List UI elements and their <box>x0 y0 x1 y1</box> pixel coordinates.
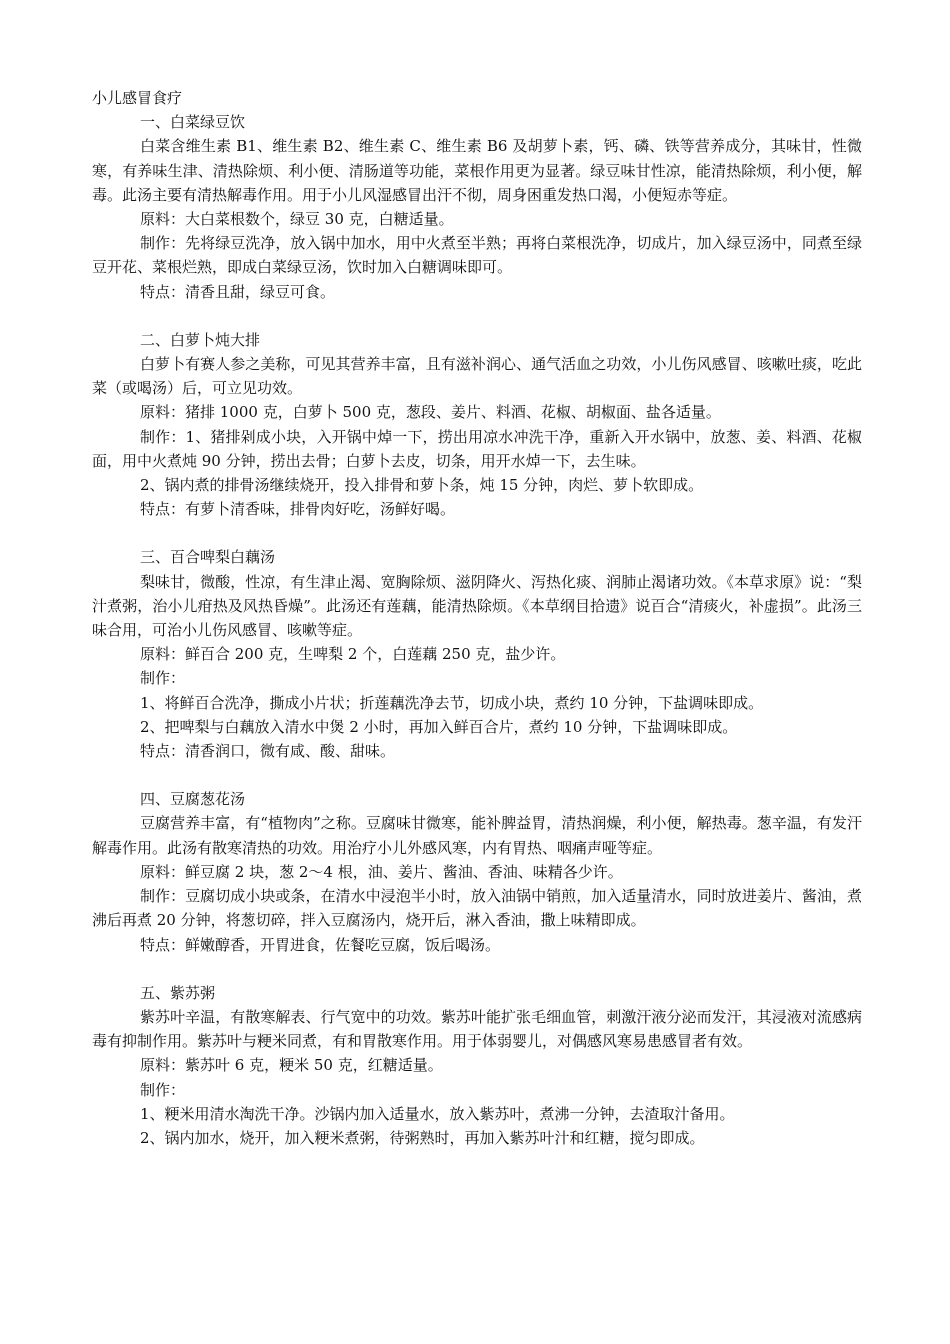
section-heading: 五、紫苏粥 <box>140 983 216 1002</box>
method-step-1: 1、粳米用清水淘洗干净。沙锅内加入适量水，放入紫苏叶，煮沸一分钟，去渣取汁备用。 <box>140 1104 735 1123</box>
feature-line: 特点：清香且甜，绿豆可食。 <box>140 282 336 301</box>
ingredients-line: 原料：鲜豆腐 2 块，葱 2～4 根，油、姜片、酱油、香油、味精各少许。 <box>140 862 623 881</box>
method-step-1: 1、将鲜百合洗净，撕成小片状；折莲藕洗净去节，切成小块，煮约 10 分钟，下盐调味即成。 <box>140 693 764 712</box>
section-gap <box>92 304 862 328</box>
method-paragraph: 制作：先将绿豆洗净，放入锅中加水，用中火煮至半熟；再将白菜根洗净，切成片，加入绿豆汤中，同煮至绿豆开花、菜根烂熟，即成白菜绿豆汤，饮时加入白糖调味即可。 <box>92 234 862 277</box>
ingredients-line: 原料：紫苏叶 6 克，粳米 50 克，红糖适量。 <box>140 1056 443 1075</box>
section-2 <box>92 328 862 522</box>
section-3 <box>92 545 862 763</box>
feature-line: 特点：鲜嫩醇香，开胃进食，佐餐吃豆腐，饭后喝汤。 <box>140 935 501 954</box>
section-heading: 四、豆腐葱花汤 <box>140 790 246 809</box>
feature-line: 特点：清香润口，微有咸、酸、甜味。 <box>140 742 396 761</box>
method-step-2: 2、把啤梨与白藕放入清水中煲 2 小时，再加入鲜百合片，煮约 10 分钟，下盐调味即成。 <box>140 717 738 736</box>
feature-line: 特点：有萝卜清香味，排骨肉好吃，汤鲜好喝。 <box>140 500 456 519</box>
section-intro: 豆腐营养丰富，有“植物肉”之称。豆腐味甘微寒，能补脾益胃，清热润燥，利小便，解热毒。葱辛温，有发汗解毒作用。此汤有散寒清热的功效。用治疗小儿外感风寒，内有胃热、咽痛声哑等症。 <box>92 814 862 857</box>
section-intro: 白菜含维生素 B1、维生素 B2、维生素 C、维生素 B6 及胡萝卜素，钙、磷、铁等营养成分，其味甘，性微寒，有养味生津、清热除烦、利小便、清肠道等功能，菜根作用更为显著。绿豆味甘性凉，能清热除烦，利小便，解毒。此汤主要有清热解毒作用。用于小儿风湿感冒出汗不彻，周身困重发热口渴，小便短赤等症。 <box>92 137 862 204</box>
method-paragraph: 制作：豆腐切成小块或条，在清水中浸泡半小时，放入油锅中销煎，加入适量清水，同时放进姜片、酱油，煮沸后再煮 20 分钟，将葱切碎，拌入豆腐汤内，烧开后，淋入香油，撒上味精即成。 <box>92 887 862 930</box>
section-intro: 紫苏叶辛温，有散寒解表、行气宽中的功效。紫苏叶能扩张毛细血管，刺激汗液分泌而发汗，其浸液对流感病毒有抑制作用。紫苏叶与粳米同煮，有和胃散寒作用。用于体弱婴儿，对偶感风寒易患感冒者有效。 <box>92 1007 862 1051</box>
section-heading: 一、白菜绿豆饮 <box>140 113 246 132</box>
section-4 <box>92 787 862 956</box>
section-1 <box>92 110 862 304</box>
document-title: 小儿感冒食疗 <box>92 89 183 107</box>
ingredients-line: 原料：猪排 1000 克，白萝卜 500 克，葱段、姜片、料酒、花椒、胡椒面、盐各适量。 <box>140 403 721 422</box>
method-paragraph: 制作：1、猪排剁成小块，入开锅中焯一下，捞出用凉水冲洗干净，重新入开水锅中，放葱、姜、料酒、花椒面，用中火煮炖 90 分钟，捞出去骨；白萝卜去皮，切条，用开水焯一下，去生味。 <box>92 427 862 470</box>
section-intro: 白萝卜有赛人参之美称，可见其营养丰富，且有滋补润心、通气活血之功效，小儿伤风感冒、咳嗽吐痰，吃此菜（或喝汤）后，可立见功效。 <box>92 355 862 398</box>
section-gap <box>92 957 862 981</box>
section-5 <box>92 981 862 1150</box>
method-label: 制作： <box>140 1080 186 1099</box>
ingredients-line: 原料：鲜百合 200 克，生啤梨 2 个，白莲藕 250 克，盐少许。 <box>140 645 566 664</box>
section-heading: 二、白萝卜炖大排 <box>140 330 261 349</box>
section-heading: 三、百合啤梨白藕汤 <box>140 548 276 567</box>
section-gap <box>92 763 862 787</box>
method-label: 制作： <box>140 669 186 688</box>
section-gap <box>92 521 862 545</box>
method-step-2: 2、锅内加水，烧开，加入粳米煮粥，待粥熟时，再加入紫苏叶汁和红糖，搅匀即成。 <box>140 1128 705 1147</box>
section-intro: 梨味甘，微酸，性凉，有生津止渴、宽胸除烦、滋阴降火、泻热化痰、润肺止渴诸功效。《本草求原》说：“梨汁煮粥，治小儿疳热及风热昏燥”。此汤还有莲藕，能清热除烦。《本草纲目拾遗》说百合“清痰火，补虚损”。此汤三味合用，可治小儿伤风感冒、咳嗽等症。 <box>92 572 862 640</box>
ingredients-line: 原料：大白菜根数个，绿豆 30 克，白糖适量。 <box>140 210 454 229</box>
method-step-2: 2、锅内煮的排骨汤继续烧开，投入排骨和萝卜条，炖 15 分钟，肉烂、萝卜软即成。 <box>140 476 704 495</box>
document-page <box>92 86 862 1150</box>
